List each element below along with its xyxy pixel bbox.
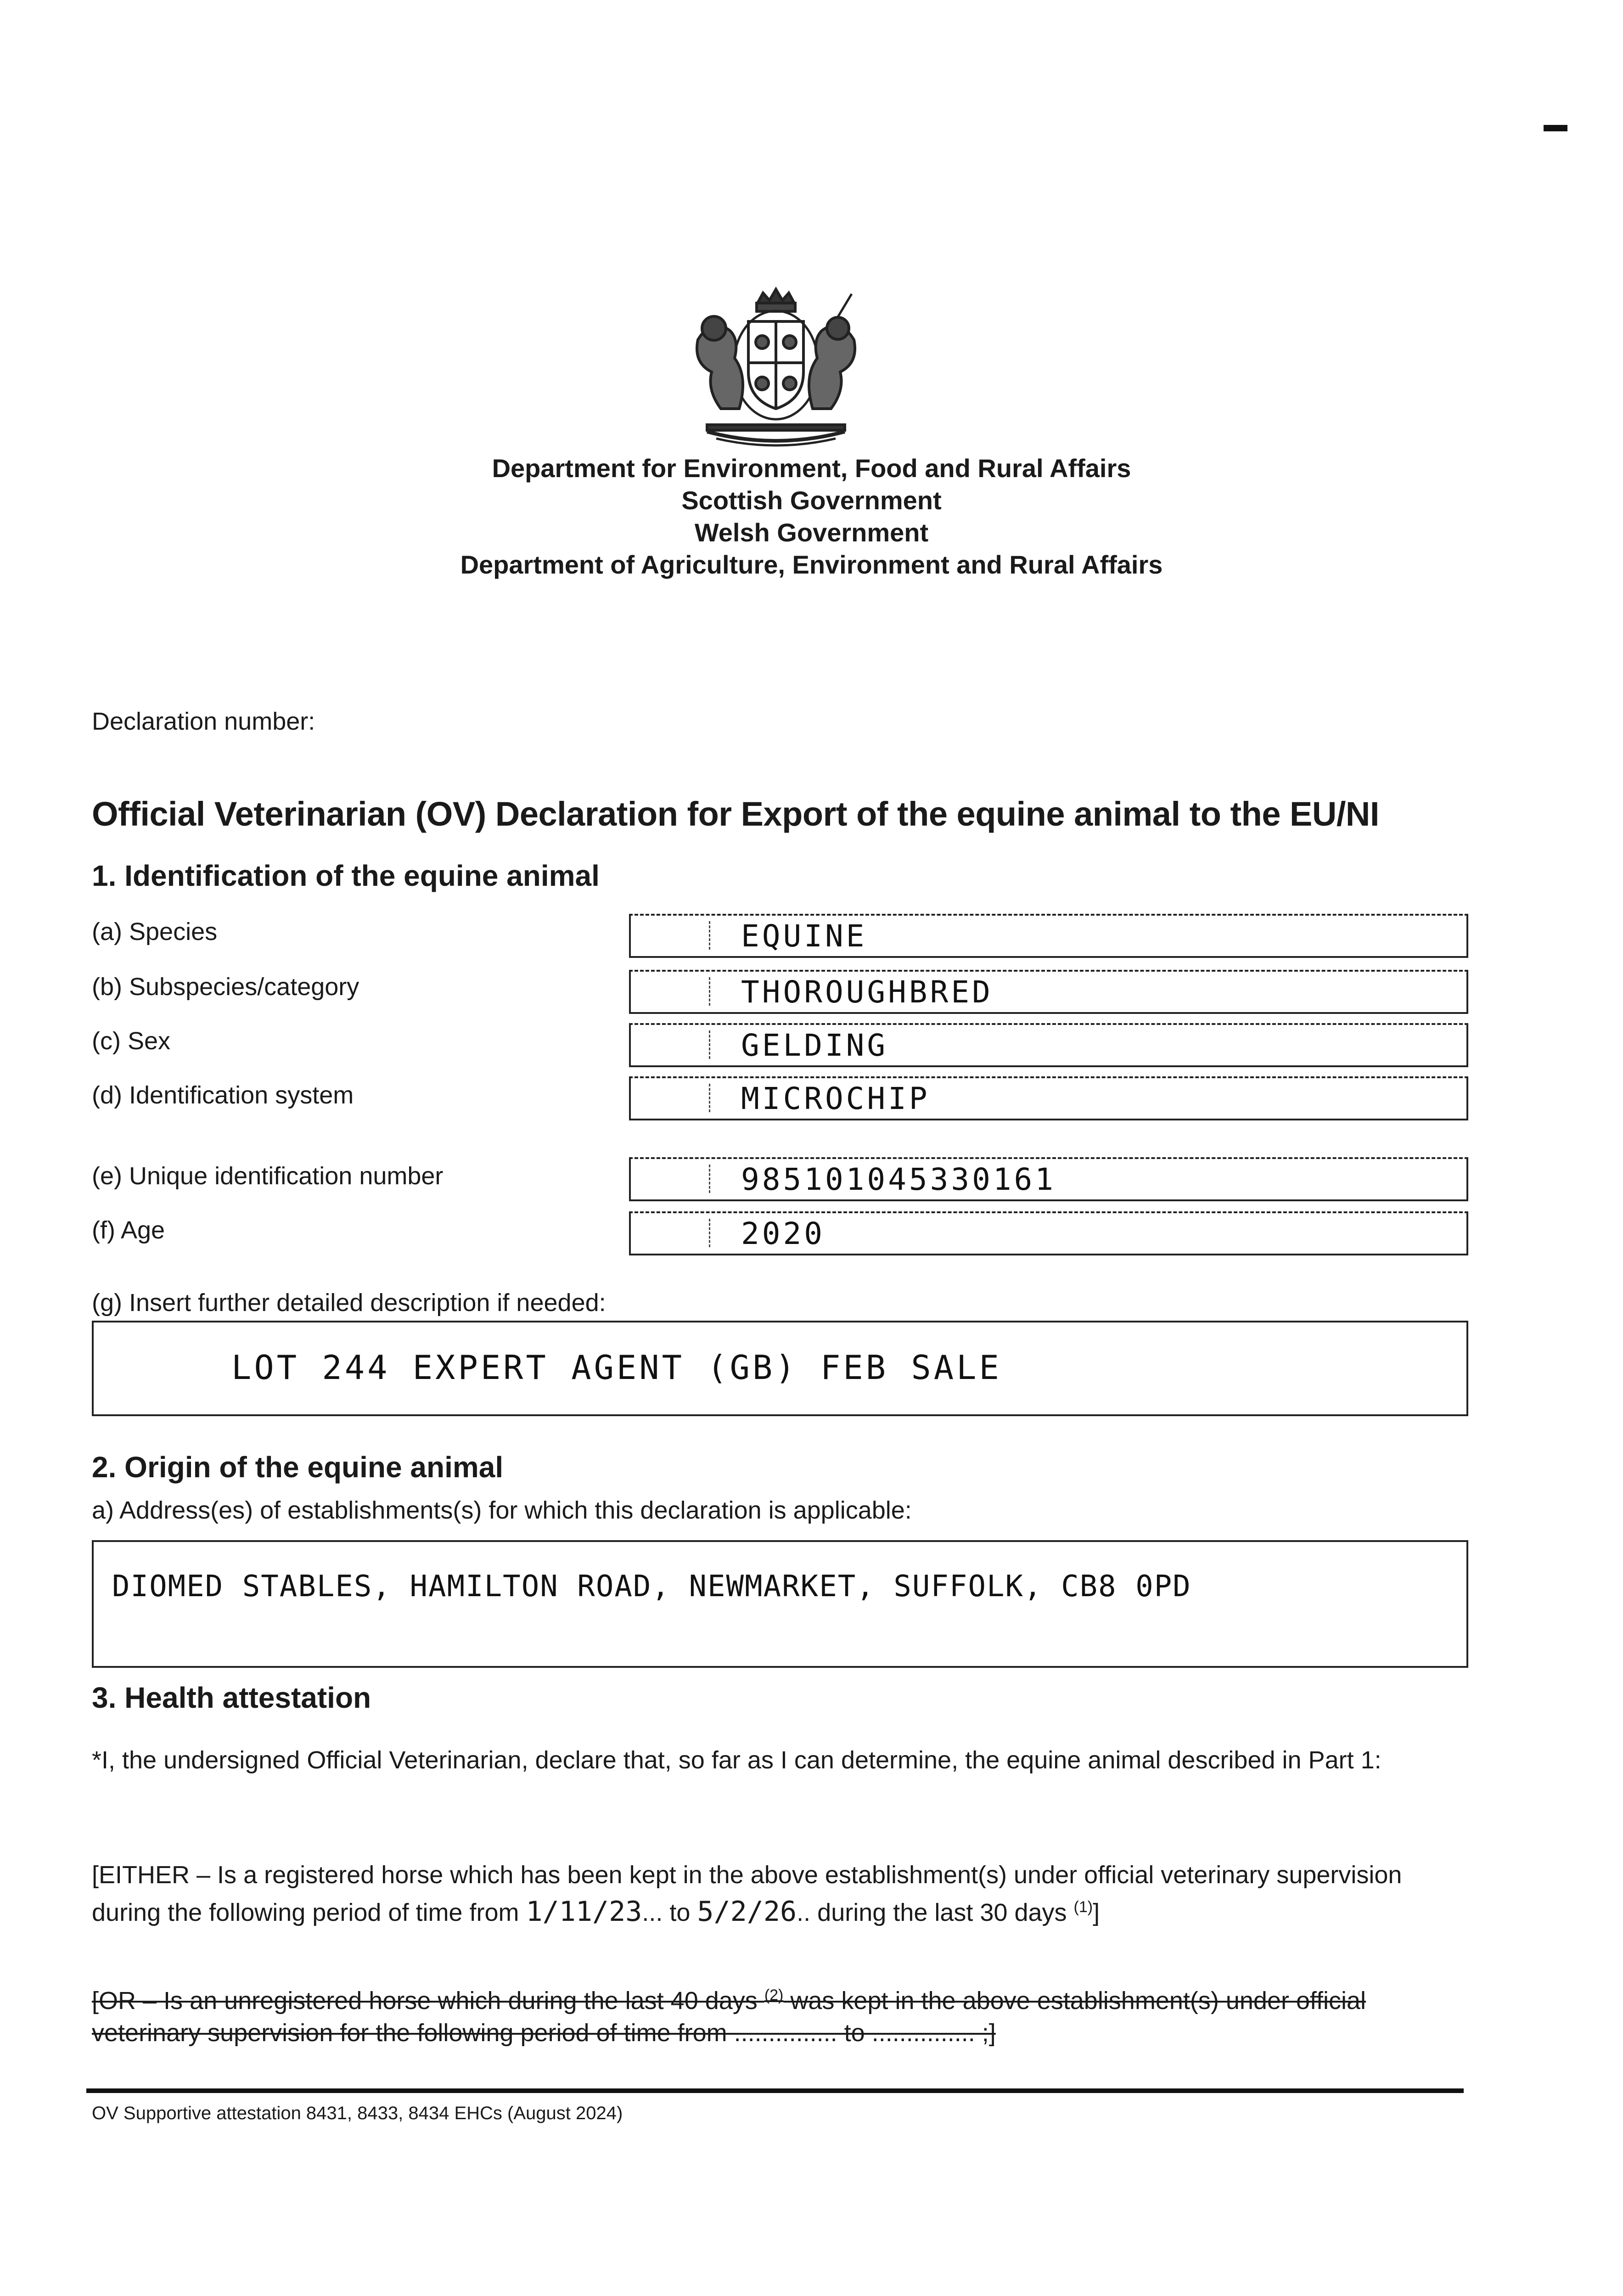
further-description-label: (g) Insert further detailed description if needed:	[92, 1289, 606, 1317]
departments-header	[0, 452, 1623, 581]
address-value: DIOMED STABLES, HAMILTON ROAD, NEWMARKET, SUFFOLK, CB8 0PD	[112, 1570, 1191, 1604]
species-value: EQUINE	[741, 918, 867, 954]
health-attestation-intro: *I, the undersigned Official Veterinarian, declare that, so far as I can determine, the equine animal described in Part 1:	[92, 1746, 1382, 1774]
section-3-heading: 3. Health attestation	[92, 1681, 371, 1714]
address-box[interactable]	[92, 1540, 1468, 1668]
footer-reference: OV Supportive attestation 8431, 8433, 8434 EHCs (August 2024)	[92, 2103, 623, 2123]
corner-mark	[1544, 125, 1567, 131]
document-title: Official Veterinarian (OV) Declaration for Export of the equine animal to the EU/NI	[92, 795, 1379, 833]
department-defra: Department for Environment, Food and Rural Affairs	[492, 454, 1131, 483]
department-welsh-government: Welsh Government	[694, 518, 929, 547]
or-text-part2: was kept in the above establishment(s) under official veterinary supervision for the following period of time from ............... to ............... ;]	[92, 1987, 1366, 2047]
species-field[interactable]	[629, 914, 1468, 958]
either-footnote-marker: (1)	[1073, 1898, 1093, 1916]
address-label: a) Address(es) of establishments(s) for which this declaration is applicable:	[92, 1497, 912, 1524]
section-2-heading: 2. Origin of the equine animal	[92, 1451, 504, 1484]
subspecies-label: (b) Subspecies/category	[92, 973, 359, 1001]
footer-divider	[86, 2088, 1464, 2093]
unique-id-label: (e) Unique identification number	[92, 1162, 444, 1190]
age-label: (f) Age	[92, 1216, 165, 1244]
royal-coat-of-arms-icon	[680, 285, 872, 455]
species-label: (a) Species	[92, 918, 218, 945]
either-text-end: ]	[1093, 1899, 1100, 1926]
sex-field[interactable]	[629, 1023, 1468, 1067]
sex-value: GELDING	[741, 1028, 888, 1063]
unique-id-field[interactable]	[629, 1157, 1468, 1201]
section-1-heading: 1. Identification of the equine animal	[92, 859, 600, 892]
from-date: 1/11/23	[526, 1896, 642, 1928]
to-word: ... to	[642, 1899, 697, 1926]
or-clause-struck	[92, 1979, 1469, 2049]
to-date: 5/2/26	[697, 1896, 797, 1928]
identification-system-label: (d) Identification system	[92, 1081, 354, 1109]
further-description-box[interactable]	[92, 1321, 1468, 1416]
either-clause	[92, 1859, 1469, 1929]
sex-label: (c) Sex	[92, 1027, 171, 1055]
further-description-value: LOT 244 EXPERT AGENT (GB) FEB SALE	[231, 1348, 1002, 1387]
declaration-number-label: Declaration number:	[92, 708, 315, 735]
subspecies-field[interactable]	[629, 970, 1468, 1014]
either-text-part2: .. during the last 30 days	[797, 1899, 1074, 1926]
unique-id-value: 985101045330161	[741, 1162, 1056, 1197]
identification-system-value: MICROCHIP	[741, 1081, 930, 1116]
or-footnote-marker: (2)	[764, 1986, 784, 2004]
department-daera: Department of Agriculture, Environment and Rural Affairs	[460, 550, 1163, 579]
age-field[interactable]	[629, 1211, 1468, 1255]
department-scottish-government: Scottish Government	[681, 486, 942, 515]
subspecies-value: THOROUGHBRED	[741, 974, 993, 1010]
or-text-part1: [OR – Is an unregistered horse which during the last 40 days	[92, 1987, 764, 2015]
either-text-part1: [EITHER – Is a registered horse which has been kept in the above establishment(s) under official veterinary supervision during the following period of time from	[92, 1861, 1402, 1926]
age-value: 2020	[741, 1216, 825, 1251]
identification-system-field[interactable]	[629, 1076, 1468, 1120]
